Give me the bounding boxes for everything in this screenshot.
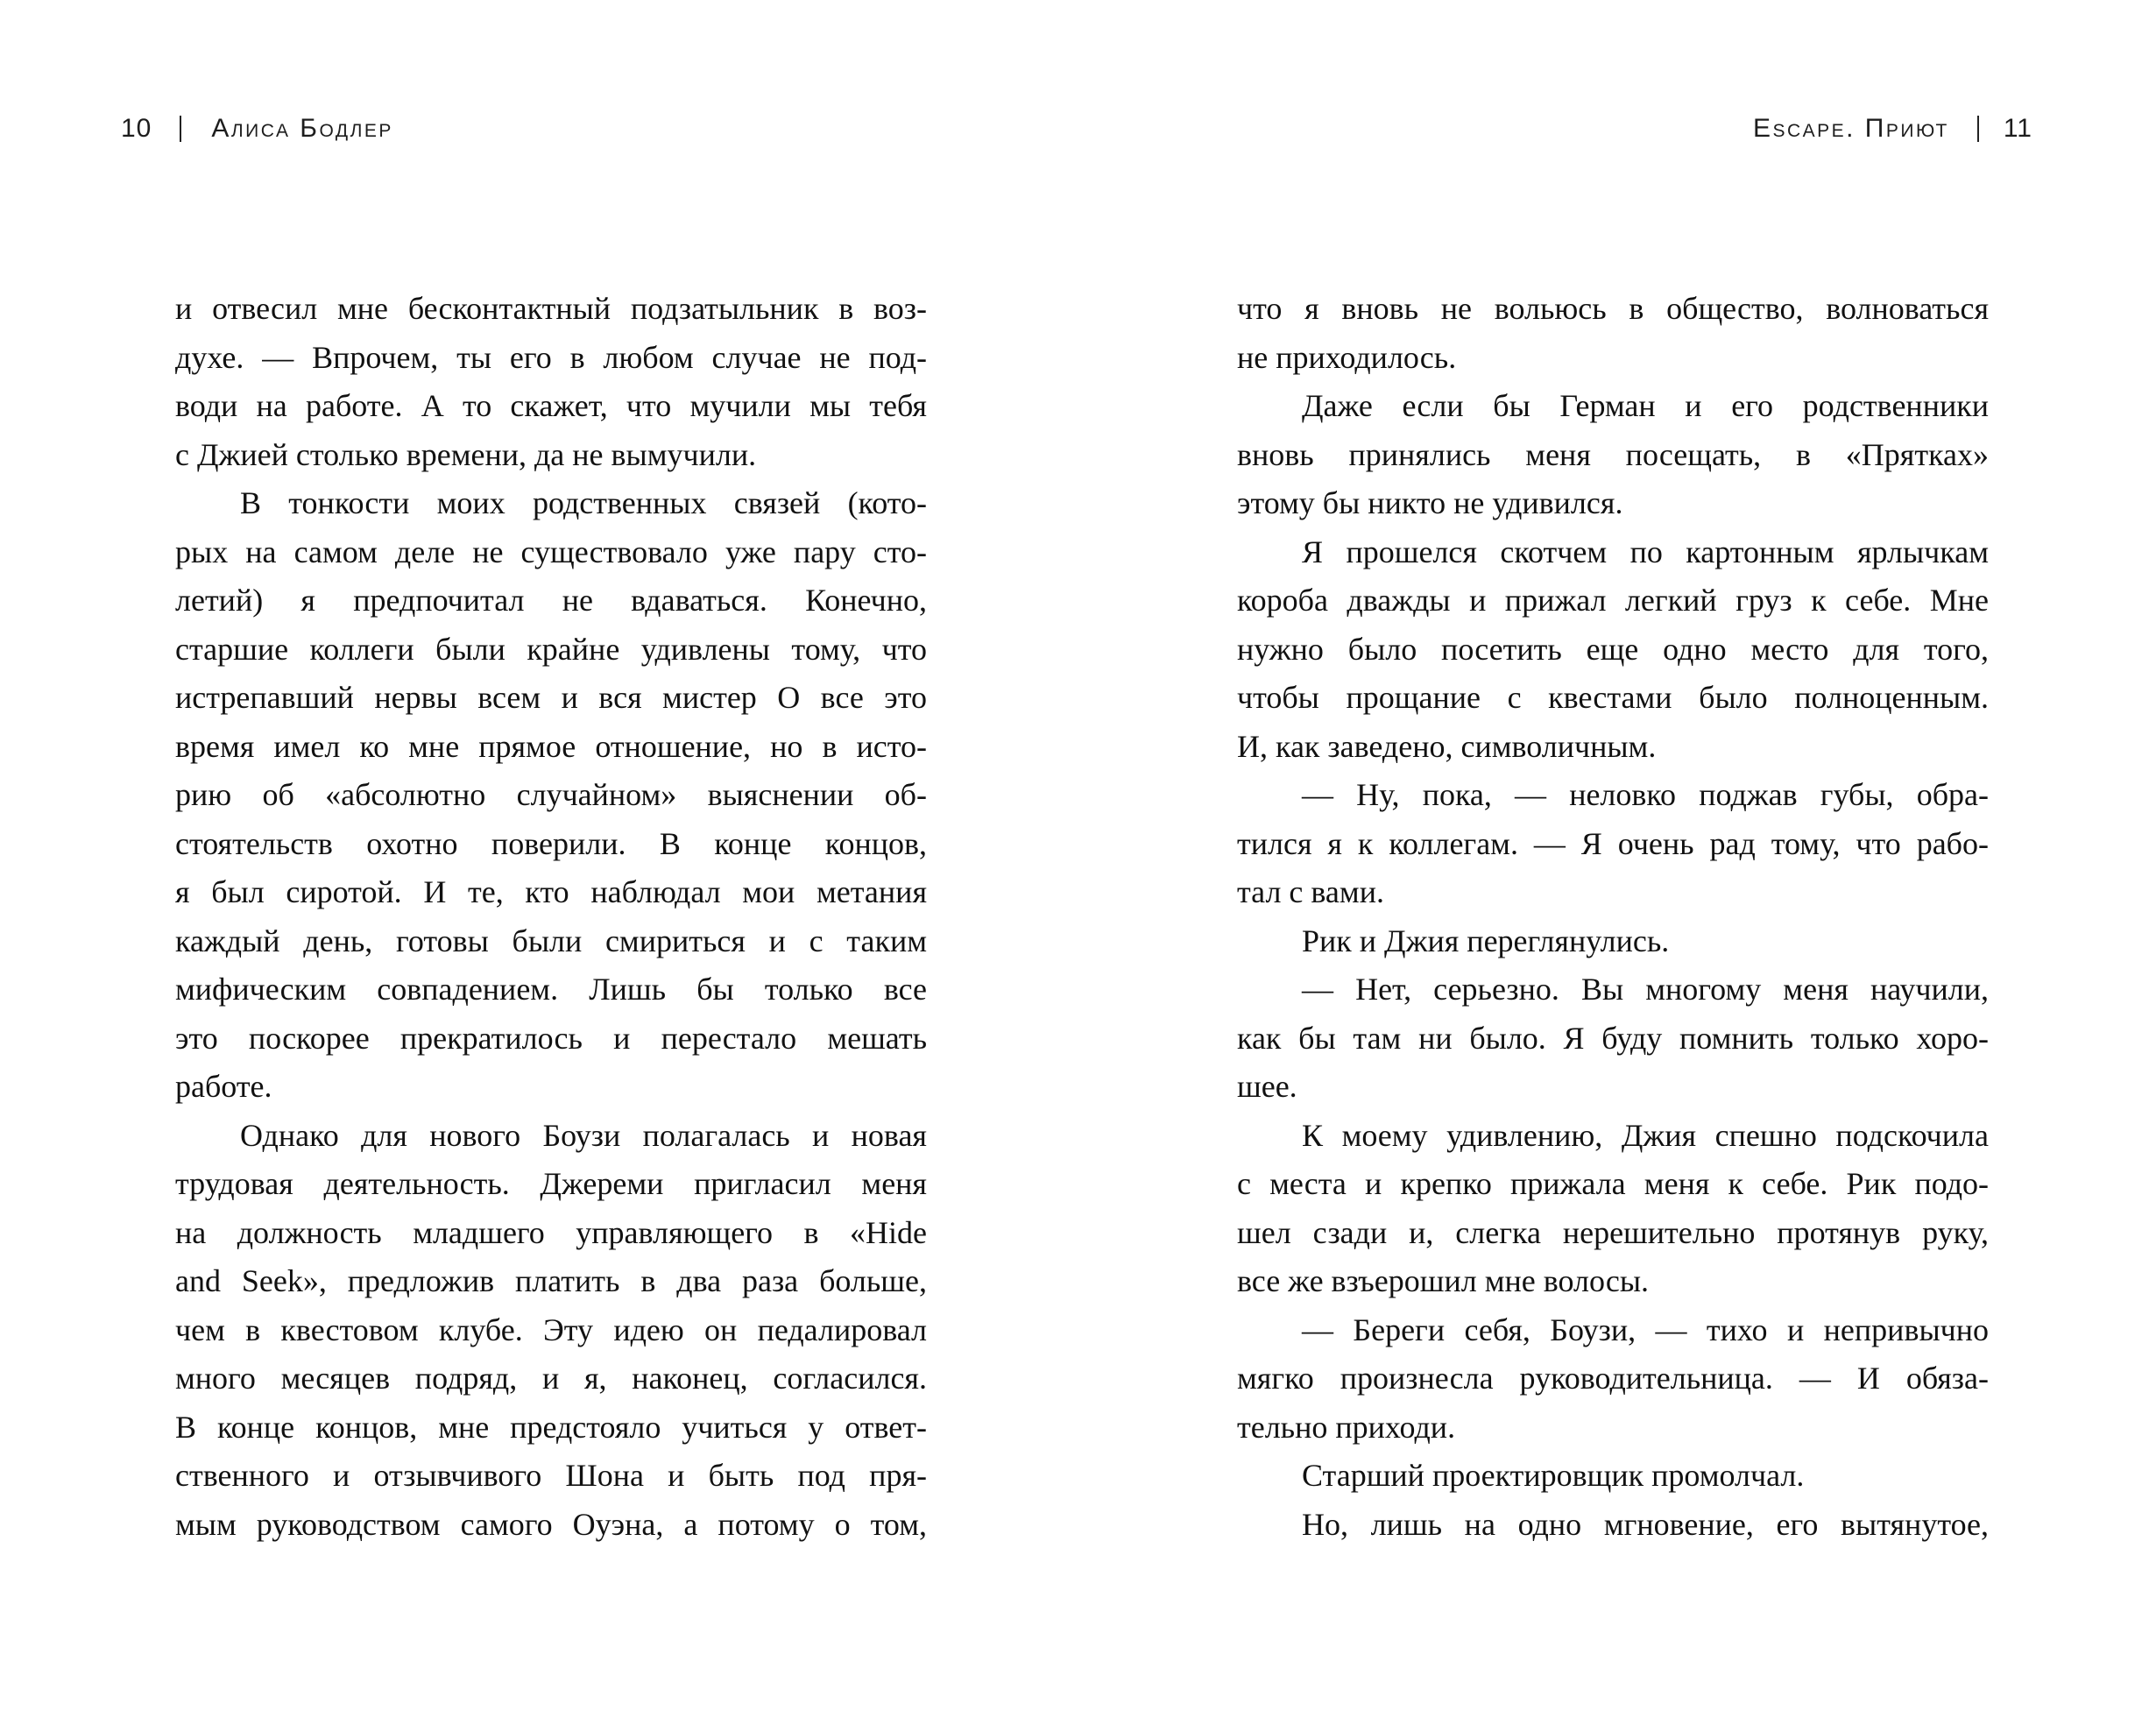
text-line: мифическим совпадением. Лишь бы только все xyxy=(175,972,927,1007)
paragraph xyxy=(1237,528,1989,772)
text-line: чтобы прощание с квестами было полноценным. xyxy=(1237,680,1989,715)
text-line: И, как заведено, символичным. xyxy=(1237,728,1657,764)
paragraph xyxy=(175,1112,927,1550)
text-line: Даже если бы Герман и его родственники xyxy=(1302,388,1989,423)
text-line: вновь принялись меня посещать, в «Прятках» xyxy=(1237,436,1989,472)
text-line: шее. xyxy=(1237,1069,1297,1104)
text-line: духе. — Впрочем, ты его в любом случае не под- xyxy=(175,339,927,375)
paragraph xyxy=(1237,965,1989,1112)
paragraph xyxy=(1237,382,1989,528)
text-line: это поскорее прекратилось и перестало мешать xyxy=(175,1020,927,1056)
text-line: нужно было посетить еще одно место для того, xyxy=(1237,631,1989,667)
text-line: мым руководством самого Оуэна, а потому о том, xyxy=(175,1506,927,1542)
text-line: К моему удивлению, Джия спешно подскочила xyxy=(1302,1117,1989,1153)
left-running-head xyxy=(121,115,393,143)
left-page-body xyxy=(175,285,927,1549)
text-line: мягко произнесла руководительница. — И обяза- xyxy=(1237,1361,1989,1396)
left-page xyxy=(121,0,927,1725)
paragraph xyxy=(1237,1112,1989,1306)
text-line: короба дважды и прижал легкий груз к себе. Мне xyxy=(1237,583,1989,618)
text-line: and Seek», предложив платить в два раза больше, xyxy=(175,1263,927,1298)
text-line: Но, лишь на одно мгновение, его вытянутое, xyxy=(1302,1506,1989,1542)
text-line: летий) я предпочитал не вдаваться. Конечно, xyxy=(175,583,927,618)
text-line: стоятельств охотно поверили. В конце концов, xyxy=(175,825,927,861)
text-line: тельно приходи. xyxy=(1237,1409,1456,1445)
text-line: как бы там ни было. Я буду помнить только хоро- xyxy=(1237,1020,1989,1056)
text-line: В тонкости моих родственных связей (кото- xyxy=(240,485,927,520)
paragraph xyxy=(1237,1452,1989,1501)
text-line: все же взъерошил мне волосы. xyxy=(1237,1263,1650,1298)
text-line: тал с вами. xyxy=(1237,874,1384,909)
text-line: много месяцев подряд, и я, наконец, согласился. xyxy=(175,1361,927,1396)
text-line: — Нет, серьезно. Вы многому меня научили, xyxy=(1302,972,1989,1007)
text-line: что я вновь не вольюсь в общество, волноваться xyxy=(1237,291,1989,326)
text-line: Я прошелся скотчем по картонным ярлычкам xyxy=(1302,534,1989,569)
text-line: В конце концов, мне предстояло учиться у ответ- xyxy=(175,1409,927,1445)
text-line: трудовая деятельность. Джереми пригласил меня xyxy=(175,1166,927,1201)
right-running-head xyxy=(1753,115,2032,143)
paragraph xyxy=(1237,917,1989,966)
paragraph xyxy=(175,285,927,479)
text-line: ственного и отзывчивого Шона и быть под пря- xyxy=(175,1458,927,1493)
paragraph xyxy=(175,479,927,1112)
text-line: и отвесил мне бесконтактный подзатыльник в воз- xyxy=(175,291,927,326)
right-running-title: Escape. Приют xyxy=(1752,114,1949,143)
text-line: рых на самом деле не существовало уже пару сто- xyxy=(175,534,927,569)
left-running-title: Алиса Бодлер xyxy=(211,114,393,143)
text-line: води на работе. А то скажет, что мучили мы тебя xyxy=(175,388,927,423)
text-line: тился я к коллегам. — Я очень рад тому, что рабо- xyxy=(1237,825,1989,861)
text-line: работе. xyxy=(175,1069,272,1104)
paragraph xyxy=(1237,771,1989,917)
text-line: Однако для нового Боузи полагалась и новая xyxy=(240,1117,927,1153)
paragraph xyxy=(1237,1306,1989,1453)
text-line: каждый день, готовы были смириться и с таким xyxy=(175,923,927,958)
text-line: старшие коллеги были крайне удивлены тому, что xyxy=(175,631,927,667)
text-line: чем в квестовом клубе. Эту идею он педалировал xyxy=(175,1311,927,1347)
header-separator-bar xyxy=(180,116,181,142)
text-line: с места и крепко прижала меня к себе. Рик подо- xyxy=(1237,1166,1989,1201)
text-line: — Ну, пока, — неловко поджав губы, обра- xyxy=(1302,777,1989,812)
text-line: время имел ко мне прямое отношение, но в исто- xyxy=(175,728,927,764)
text-line: этому бы никто не удивился. xyxy=(1237,485,1623,520)
text-line: рию об «абсолютно случайном» выяснении об- xyxy=(175,777,927,812)
header-separator-bar xyxy=(1977,116,1979,142)
text-line: шел сзади и, слегка нерешительно протянув руку, xyxy=(1237,1214,1989,1250)
text-line: Старший проектировщик промолчал. xyxy=(1302,1458,1805,1493)
text-line: на должность младшего управляющего в «Hide xyxy=(175,1214,927,1250)
text-line: я был сиротой. И те, кто наблюдал мои метания xyxy=(175,874,927,909)
text-line: Рик и Джия переглянулись. xyxy=(1302,923,1670,958)
paragraph xyxy=(1237,1501,1989,1550)
text-line: с Джией столько времени, да не вымучили. xyxy=(175,436,757,472)
text-line: не приходилось. xyxy=(1237,339,1457,375)
right-page-body xyxy=(1237,285,1989,1549)
paragraph xyxy=(1237,285,1989,382)
right-page xyxy=(1237,0,2032,1725)
text-line: — Береги себя, Боузи, — тихо и непривычно xyxy=(1302,1311,1989,1347)
text-line: истрепавший нервы всем и вся мистер О все это xyxy=(175,680,927,715)
right-page-number: 11 xyxy=(2003,114,2032,143)
left-page-number: 10 xyxy=(121,114,152,143)
